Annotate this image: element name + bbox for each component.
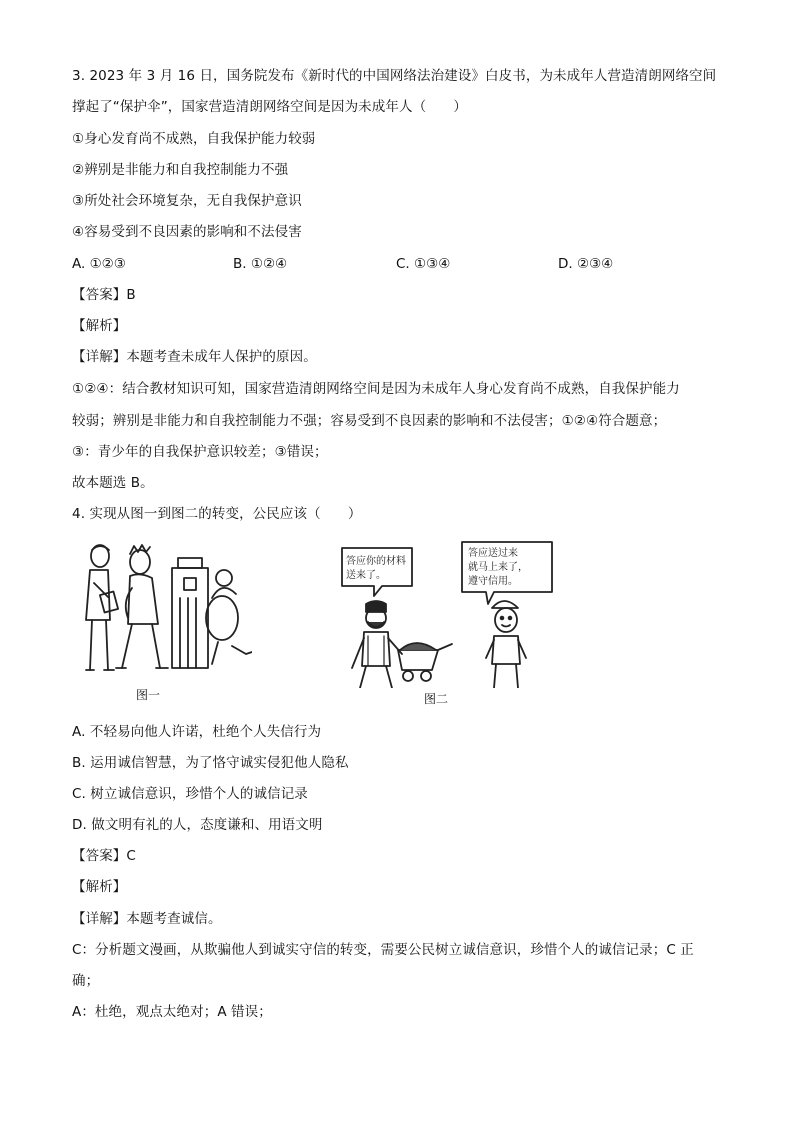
q3-explain-line3: ③：青少年的自我保护意识较差；③错误；	[72, 444, 328, 460]
q3-option-a: A. ①②③	[72, 256, 126, 272]
q4-cartoon-figure	[72, 538, 592, 708]
q4-explain-line3: A：杜绝，观点太绝对；A 错误；	[72, 1004, 272, 1020]
q4-answer: 【答案】C	[72, 848, 136, 864]
bubble-left-line1: 答应你的材料	[346, 556, 406, 567]
q4-option-d: D. 做文明有礼的人，态度谦和、用语文明	[72, 817, 323, 833]
figure-one-caption: 图一	[136, 688, 161, 702]
q4-stem: 4. 实现从图一到图二的转变，公民应该（ ）	[72, 506, 362, 522]
q4-analysis-label: 【解析】	[72, 879, 127, 895]
bubble-right-line3: 遵守信用。	[468, 576, 518, 587]
q4-option-b: B. 运用诚信智慧，为了恪守诚实侵犯他人隐私	[72, 755, 349, 771]
q3-item-3: ③所处社会环境复杂，无自我保护意识	[72, 193, 302, 209]
q4-option-a: A. 不轻易向他人许诺，杜绝个人失信行为	[72, 724, 322, 740]
q4-option-c: C. 树立诚信意识，珍惜个人的诚信记录	[72, 786, 308, 802]
q3-option-d: D. ②③④	[558, 256, 614, 272]
q3-item-1: ①身心发育尚不成熟，自我保护能力较弱	[72, 131, 316, 147]
q3-conclusion: 故本题选 B。	[72, 475, 154, 491]
q3-option-c: C. ①③④	[396, 256, 451, 272]
figure-two-caption: 图二	[424, 692, 449, 706]
q3-analysis-label: 【解析】	[72, 318, 127, 334]
bubble-right-line1: 答应送过来	[468, 548, 518, 559]
q4-explain-line2: 确；	[72, 973, 100, 989]
q3-explain-line1: ①②④：结合教材知识可知，国家营造清朗网络空间是因为未成年人身心发育尚不成熟，自我保护能力	[72, 381, 680, 397]
q4-detail: 【详解】本题考查诚信。	[72, 911, 222, 927]
q3-answer: 【答案】B	[72, 287, 136, 303]
q3-item-2: ②辨别是非能力和自我控制能力不强	[72, 162, 289, 178]
q4-explain-line1: C：分析题文漫画，从欺骗他人到诚实守信的转变，需要公民树立诚信意识，珍惜个人的诚信记录；C 正	[72, 942, 694, 958]
q3-stem-line1: 3. 2023 年 3 月 16 日，国务院发布《新时代的中国网络法治建设》白皮书，为未成年人营造清朗网络空间	[72, 68, 717, 84]
cartoon-figure-two	[338, 538, 568, 688]
cartoon-figure-one	[72, 538, 252, 688]
bubble-left-line2: 送来了。	[346, 570, 386, 581]
bubble-right-line2: 就马上来了，	[468, 562, 528, 573]
q3-explain-line2: 较弱；辨别是非能力和自我控制能力不强；容易受到不良因素的影响和不法侵害；①②④符合题意；	[72, 413, 667, 429]
q3-item-4: ④容易受到不良因素的影响和不法侵害	[72, 224, 302, 240]
q3-detail: 【详解】本题考查未成年人保护的原因。	[72, 349, 317, 365]
q3-stem-line2: 撑起了“保护伞”，国家营造清朗网络空间是因为未成年人（ ）	[72, 99, 467, 115]
q3-option-b: B. ①②④	[233, 256, 288, 272]
